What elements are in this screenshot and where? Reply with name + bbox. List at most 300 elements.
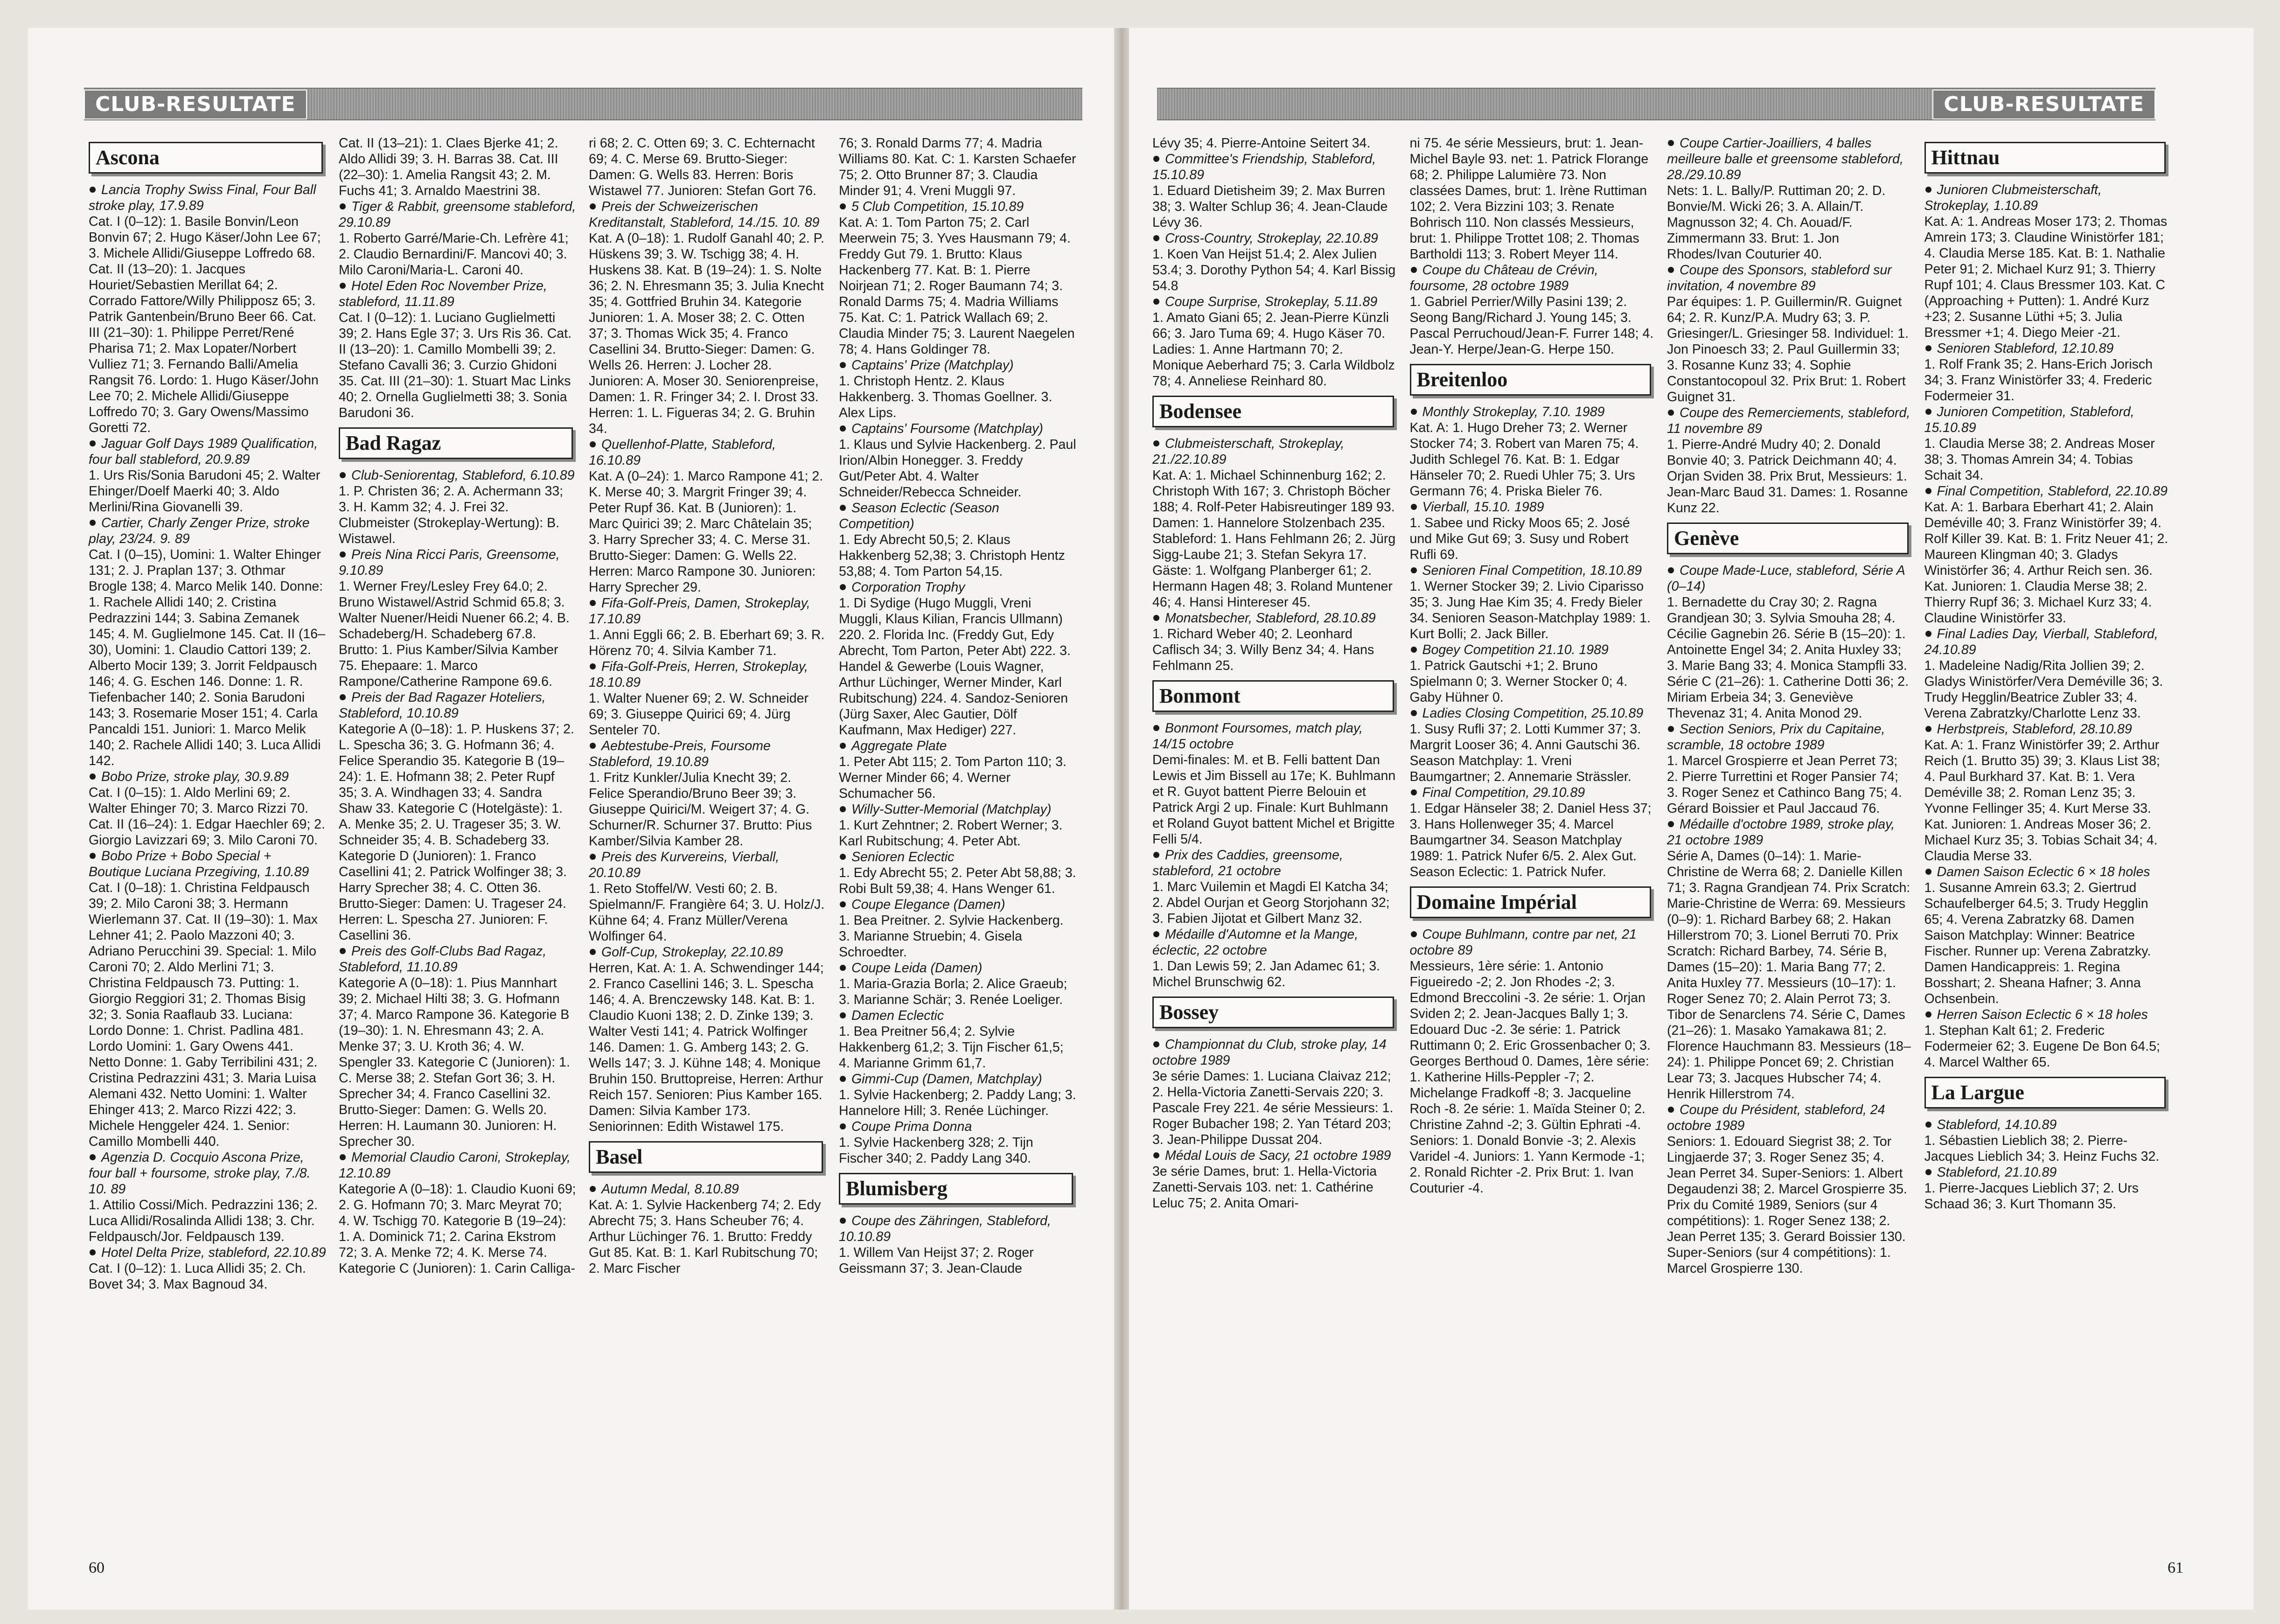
event-heading: [1924, 483, 2170, 499]
results-text: Série A, Dames (0–14): 1. Marie-Christine de Werra 68; 2. Danielle Killen 71; 3. Ragna Grandjean 74. Prix Scratch: Marie-Christine de Werra: 69. Messieurs (0–9): 1. Richard Barbey 68; 2. Hakan Hillerstrom 70; 3. Lionel Berruti 70. Prix Scratch: Richard Barbey, 74. Série B, Dames (15–20): 1. Maria Bang 77; 2. Anita Huxley 77. Messieurs (10–17): 1. Roger Senez 70; 2. Alain Perrot 73; 3. Tibor de Senarclens 74. Série C, Dames (21–26): 1. Masako Yamakawa 81; 2. Florence Hauchmann 83. Messieurs (18–24): 1. Philippe Poncet 69; 2. Christian Lear 73; 3. Jacques Hubscher 74; 4. Henrik Hillerstrom 74.: [1667, 849, 1911, 1101]
event-heading: [839, 1071, 1077, 1087]
bullet-icon: [1925, 488, 1931, 494]
results-text: Cat. I (0–12): 1. Luca Allidi 35; 2. Ch. Bovet 34; 3. Max Bagnoud 34.: [89, 1261, 306, 1292]
club-heading: Ascona: [89, 142, 323, 174]
event-heading: [1410, 642, 1655, 658]
event-title: Coupe Surprise, Strokeplay, 5.11.89: [1165, 294, 1378, 309]
bullet-icon: [1153, 852, 1159, 858]
bullet-icon: [340, 283, 346, 289]
event-heading: [1152, 1037, 1398, 1068]
event-title: Hotel Delta Prize, stableford, 22.10.89: [101, 1245, 326, 1260]
section-header-band: [84, 88, 1082, 120]
results-text: 1. Bea Preitner 56,4; 2. Sylvie Hakkenberg 61,2; 3. Tijn Fischer 61,5; 4. Marianne Grimm 61,7.: [839, 1024, 1064, 1071]
event-heading: [1152, 720, 1398, 752]
event-title: Club-Seniorentag, Stableford, 6.10.89: [351, 468, 575, 483]
event-heading: [339, 1150, 577, 1181]
event-title: Golf-Cup, Strokeplay, 22.10.89: [601, 945, 783, 960]
club-heading: Hittnau: [1924, 142, 2166, 174]
event-heading: [589, 944, 827, 960]
event-heading: [89, 1245, 327, 1261]
bullet-icon: [340, 694, 346, 700]
results-text: 1. Stephan Kalt 61; 2. Frederic Fodermeier 62; 3. Eugene De Bon 64.5; 4. Marcel Walther 65.: [1924, 1023, 2160, 1070]
event-heading: [1410, 262, 1655, 294]
results-text: 1. Madeleine Nadig/Rita Jollien 39; 2. Gladys Winistörfer/Vera Deméville 36; 3. Trudy Hegglin/Beatrice Zubler 33; 4. Verena Zabratzky/Charlotte Lenz 33.: [1924, 658, 2163, 721]
event-title: Coupe des Sponsors, stableford sur invitation, 4 novembre 89: [1667, 263, 1892, 293]
results-text: 1. Kurt Zehntner; 2. Robert Werner; 3. Karl Rubitschung; 4. Peter Abt.: [839, 818, 1063, 849]
text-column: [839, 135, 1077, 1292]
text-column: [1410, 135, 1655, 1276]
event-title: Coupe Made-Luce, stableford, Série A (0–14): [1667, 563, 1905, 594]
event-heading: [1667, 721, 1912, 753]
event-heading: [1410, 563, 1655, 579]
bullet-icon: [1925, 1169, 1931, 1175]
results-text: 1. Marcel Grospierre et Jean Perret 73; 2. Pierre Turrettini et Roger Pansier 74; 3. Roger Senez et Cathinco Bang 75; 4. Gérard Boissier et Paul Jaccaud 76.: [1667, 753, 1902, 816]
bullet-icon: [90, 520, 96, 526]
event-title: Stableford, 21.10.89: [1937, 1165, 2057, 1180]
bullet-icon: [590, 441, 596, 447]
results-text: Kat. A: 1. Sylvie Hackenberg 74; 2. Edy Abrecht 75; 3. Hans Scheuber 76; 4. Arthur Lüchinger 76. 1. Brutto: Freddy Gut 85. Kat. B: 1. Karl Rubitschung 70; 2. Marc Fischer: [589, 1198, 821, 1276]
event-title: Senioren Final Competition, 18.10.89: [1422, 563, 1642, 578]
bullet-icon: [840, 1012, 846, 1018]
bullet-icon: [840, 425, 846, 432]
event-title: Stableford, 14.10.89: [1937, 1117, 2057, 1132]
results-text: Cat. II (13–21): 1. Claes Bjerke 41; 2. Aldo Allidi 39; 3. H. Barras 38. Cat. III (22–30): 1. Amelia Rangsit 43; 2. M. Fuchs 41; 3. Arnaldo Maestrini 38.: [339, 136, 558, 198]
results-text: Cat. I (0–15), Uomini: 1. Walter Ehinger 131; 2. J. Praplan 137; 3. Othmar Brogle 138; 4. Marco Melik 140. Donne: 1. Rachele Allidi 140; 2. Cristina Pedrazzini 144; 3. Sabina Zemanek 145; 4. M. Guglielmone 145. Cat. II (16–30), Uomini: 1. Claudio Cattori 139; 2. Alberto Mocir 139; 3. Jorrit Feldpausch 146; 4. G. Eschen 146. Donne: 1. R. Tiefenbacher 140; 2. Sonia Barudoni 143; 3. Rosemarie Moser 151; 4. Carla Pancaldi 151. Juniori: 1. Marco Melik 140; 2. Rachele Allidi 140; 3. Luca Allidi 142.: [89, 547, 325, 768]
results-text: Nets: 1. L. Bally/P. Ruttiman 20; 2. D. Bonvie/M. Wicki 26; 3. A. Allain/T. Magnusson 32; 4. Ch. Aouad/F. Zimmermann 33. Brut: 1. Jon Rhodes/Ivan Couturier 40.: [1667, 183, 1886, 262]
results-text: 1. Reto Stoffel/W. Vesti 60; 2. B. Spielmann/F. Frangière 64; 3. U. Holz/J. Kühne 64; 4. Franz Müller/Verena Wolfinger 64.: [589, 881, 825, 944]
results-text: 1. Pierre-André Mudry 40; 2. Donald Bonvie 40; 3. Patrick Deichmann 40; 4. Orjan Sviden 38. Prix Brut, Messieurs: 1. Jean-Marc Baud 31. Dames: 1. Rosanne Kunz 22.: [1667, 437, 1908, 516]
results-text: ni 75. 4e série Messieurs, brut: 1. Jean-Michel Bayle 93. net: 1. Patrick Florange 68; 2. Philippe Lalumière 73. Non classées Dames, brut: 1. Irène Ruttiman 102; 2. Vera Bizzini 103; 3. Renate Bohrisch 110. Non classés Messieurs, brut: 1. Philippe Trottet 108; 2. Thomas Bartholdi 113; 3. Robert Meyer 114.: [1409, 136, 1649, 262]
event-heading: [1667, 262, 1912, 294]
results-text: Kat. A (0–24): 1. Marco Rampone 41; 2. K. Merse 40; 3. Margrit Fringer 39; 4. Peter Rupf 36. Kat. B (Junioren): 1. Marc Quirici 39; 2. Marc Châtelain 35; 3. Harry Sprecher 33; 4. C. Merse 31. Brutto-Sieger: Damen: G. Wells 22. Herren: Marco Rampone 30. Junioren: Harry Sprecher 29.: [589, 469, 823, 595]
event-heading: [339, 278, 577, 310]
event-heading: [1152, 927, 1398, 958]
event-title: Herbstpreis, Stableford, 28.10.89: [1937, 722, 2132, 737]
event-title: Fifa-Golf-Preis, Damen, Strokeplay, 17.10.89: [589, 596, 810, 627]
event-title: Coupe Prima Donna: [851, 1119, 972, 1134]
results-text: 1. Amato Giani 65; 2. Jean-Pierre Künzli 66; 3. Jaro Tuma 69; 4. Hugo Käser 70. Ladies: 1. Anne Hartmann 70; 2. Monique Aeberhard 75; 3. Carla Wildbolz 78; 4. Anneliese Reinhard 80.: [1152, 310, 1395, 389]
bullet-icon: [90, 853, 96, 859]
bullet-icon: [1668, 821, 1674, 827]
event-title: Bobo Prize, stroke play, 30.9.89: [101, 769, 289, 784]
event-title: Final Ladies Day, Vierball, Stableford, 24.10.89: [1924, 627, 2158, 657]
bullet-icon: [840, 505, 846, 511]
event-heading: [1667, 135, 1912, 183]
event-heading: [339, 199, 577, 230]
results-text: 1. Peter Abt 115; 2. Tom Parton 110; 3. Werner Minder 66; 4. Werner Schumacher 56.: [839, 754, 1067, 801]
bullet-icon: [840, 965, 846, 971]
event-title: Season Eclectic (Season Competition): [839, 501, 999, 531]
event-heading: [1667, 405, 1912, 437]
bullet-icon: [1411, 931, 1417, 937]
event-title: Damen Saison Eclectic 6 × 18 holes: [1937, 864, 2150, 879]
event-title: Coupe Cartier-Joailliers, 4 balles meilleure balle et greensome stableford, 28./29.10.89: [1667, 136, 1903, 182]
event-title: Médaille d'Automne et la Mange, éclectic, 22 octobre: [1152, 927, 1359, 958]
results-text: 1. Di Sydige (Hugo Muggli, Vreni Muggli, Klaus Kilian, Francis Ullmann) 220. 2. Florida Inc. (Freddy Gut, Edy Abrecht, Tom Parton, Peter Abt) 222. 3. Handel & Gewerbe (Louis Wagner, Arthur Lüchinger, Werner Minder, Karl Rubitschung) 224. 4. Sandoz-Senioren (Jürg Saxer, Alec Gautier, Dölf Kaufmann, Max Hediger) 227.: [839, 596, 1071, 738]
event-title: Captains' Prize (Matchplay): [851, 358, 1014, 373]
event-heading: [89, 436, 327, 467]
results-text: Kat. A (0–18): 1. Rudolf Ganahl 40; 2. P. Hüskens 39; 3. W. Tschigg 38; 4. H. Huskens 38. Kat. B (19–24): 1. S. Nolte 36; 2. N. Ehresmann 35; 3. Julia Knecht 35; 4. Gottfried Bruhin 34. Kategorie Junioren: 1. A. Moser 38; 2. C. Otten 37; 3. Thomas Wick 35; 4. Franco Casellini 34. Brutto-Sieger: Damen: G. Wells 26. Herren: J. Locher 28. Junioren: A. Moser 30. Seniorenpreise, Damen: 1. R. Fringer 34; 2. I. Drost 33. Herren: 1. L. Figueras 34; 2. G. Bruhin 34.: [589, 231, 824, 436]
event-title: Aggregate Plate: [851, 739, 947, 753]
club-heading: Bonmont: [1152, 680, 1394, 712]
text-column: [1924, 135, 2170, 1276]
bullet-icon: [1925, 631, 1931, 637]
results-text: 3e série Dames: 1. Luciana Claivaz 212; 2. Hella-Victoria Zanetti-Servais 220; 3. Pascale Frey 221. 4e série Messieurs: 1. Roger Bubacher 198; 2. Yan Tétard 203; 3. Jean-Philippe Dussat 204.: [1152, 1069, 1394, 1147]
event-heading: [839, 738, 1077, 754]
results-text: 1. Sylvie Hackenberg; 2. Paddy Lang; 3. Hannelore Hill; 3. Renée Lüchinger.: [839, 1087, 1076, 1118]
section-header-band: [1157, 88, 2155, 120]
results-text: 1. Werner Frey/Lesley Frey 64.0; 2. Bruno Wistawel/Astrid Schmid 65.8; 3. Walter Nuener/Heidi Nuener 66.2; 4. B. Schadeberg/H. Schadeberg 67.8. Brutto: 1. Pius Kamber/Silvia Kamber 75. Ehepaare: 1. Marco Rampone/Catherine Rampone 69.6.: [339, 579, 570, 689]
event-title: Preis der Schweizerischen Kreditanstalt, Stableford, 14./15. 10. 89: [589, 199, 820, 230]
event-heading: [1152, 294, 1398, 310]
left-page: [28, 28, 1115, 1610]
event-title: Final Competition, 29.10.89: [1422, 785, 1585, 800]
bullet-icon: [590, 600, 596, 606]
results-text: 1. Klaus und Sylvie Hackenberg. 2. Paul Irion/Albin Honegger. 3. Freddy Gut/Peter Abt. 4. Walter Schneider/Rebecca Schneider.: [839, 437, 1076, 500]
bullet-icon: [340, 203, 346, 209]
event-heading: [1924, 1007, 2170, 1023]
event-title: Clubmeisterschaft, Strokeplay, 21./22.10.89: [1152, 436, 1345, 467]
event-heading: [589, 437, 827, 468]
event-heading: [839, 199, 1077, 215]
event-title: Bobo Prize + Bobo Special + Boutique Luciana Przegiving, 1.10.89: [89, 849, 309, 879]
bullet-icon: [1925, 869, 1931, 875]
event-title: Section Seniors, Prix du Capitaine, scramble, 18 octobre 1989: [1667, 722, 1885, 753]
club-heading: Bodensee: [1152, 396, 1394, 427]
results-text: 1. Gabriel Perrier/Willy Pasini 139; 2. Seong Bang/Richard J. Young 145; 3. Pascal Perruchoud/Jean-F. Furrer 148; 4. Jean-Y. Herpe/Jean-G. Herpe 150.: [1409, 294, 1654, 357]
event-heading: [839, 357, 1077, 373]
results-text: 1. Roberto Garré/Marie-Ch. Lefrère 41; 2. Claudio Bernardini/F. Mancovi 40; 3. Milo Caroni/Maria-L. Caroni 40.: [339, 231, 569, 278]
results-text: 1. Dan Lewis 59; 2. Jan Adamec 61; 3. Michel Brunschwig 62.: [1152, 959, 1380, 990]
bullet-icon: [1411, 647, 1417, 653]
bullet-icon: [840, 854, 846, 860]
results-text: 1. Werner Stocker 39; 2. Livio Ciparisso 35; 3. Jung Hae Kim 35; 4. Fredy Bieler 34. Senioren Season-Matchplay 1989: 1. Kurt Bolli; 2. Jack Biller.: [1409, 579, 1651, 641]
bullet-icon: [1668, 410, 1674, 416]
club-heading: Breitenloo: [1410, 364, 1652, 396]
event-title: Preis des Kurvereins, Vierball, 20.10.89: [589, 850, 780, 880]
results-text: 1. Sylvie Hackenberg 328; 2. Tijn Fischer 340; 2. Paddy Lang 340.: [839, 1135, 1033, 1166]
event-title: Cartier, Charly Zenger Prize, stroke play, 23/24. 9. 89: [89, 516, 310, 546]
bullet-icon: [340, 551, 346, 558]
event-title: Herren Saison Eclectic 6 × 18 holes: [1937, 1007, 2148, 1022]
bullet-icon: [1925, 345, 1931, 351]
event-heading: [1924, 404, 2170, 436]
event-heading: [839, 579, 1077, 595]
text-column: [339, 135, 577, 1292]
event-heading: [1924, 626, 2170, 658]
event-title: Ladies Closing Competition, 25.10.89: [1422, 706, 1644, 721]
event-title: Autumn Medal, 8.10.89: [601, 1182, 739, 1197]
results-text: Lévy 35; 4. Pierre-Antoine Seitert 34.: [1152, 136, 1371, 151]
bullet-icon: [840, 1123, 846, 1129]
event-heading: [589, 1181, 827, 1197]
results-text: 1. Claudia Merse 38; 2. Andreas Moser 38; 3. Thomas Amrein 34; 4. Tobias Schait 34.: [1924, 436, 2155, 483]
bullet-icon: [90, 1154, 96, 1160]
event-title: Bogey Competition 21.10. 1989: [1422, 642, 1609, 657]
bullet-icon: [1153, 156, 1159, 162]
results-text: Kat. A: 1. Hugo Dreher 73; 2. Werner Stocker 74; 3. Robert van Maren 75; 4. Judith Schlegel 76. Kat. B: 1. Edgar Hänseler 70; 2. Ruedi Uhler 75; 3. Urs Germann 76; 4. Priska Bieler 76.: [1409, 420, 1639, 499]
page-number: 60: [89, 1559, 105, 1576]
bullet-icon: [1925, 1122, 1931, 1128]
results-text: 1. Susy Rufli 37; 2. Lotti Kummer 37; 3. Margrit Looser 36; 4. Anni Gautschi 36. Season Matchplay: 1. Vreni Baumgartner; 2. Annemarie Strässler.: [1409, 722, 1641, 784]
event-heading: [1924, 1164, 2170, 1180]
event-title: Junioren Clubmeisterschaft, Strokeplay, 1.10.89: [1924, 182, 2102, 213]
results-text: 1. Anni Eggli 66; 2. B. Eberhart 69; 3. R. Hörenz 70; 4. Silvia Kamber 71.: [589, 627, 825, 658]
event-heading: [339, 467, 577, 483]
results-text: 1. Eduard Dietisheim 39; 2. Max Burren 38; 3. Walter Schlup 36; 4. Jean-Claude Lévy 36.: [1152, 183, 1388, 230]
event-title: Quellenhof-Platte, Stableford, 16.10.89: [589, 437, 776, 468]
text-column: [589, 135, 827, 1292]
event-heading: [839, 849, 1077, 865]
results-text: Kat. A: 1. Tom Parton 75; 2. Carl Meerwein 75; 3. Yves Hausmann 79; 4. Freddy Gut 79. 1. Brutto: Klaus Hackenberg 77. Kat. B: 1. Pierre Noirjean 71; 2. Roger Baumann 74; 3. Ronald Darms 75; 4. Madria Williams 75. Kat. C: 1. Patrick Wallach 69; 2. Claudia Minder 75; 3. Laurent Naegelen 78; 4. Hans Goldinger 78.: [839, 215, 1075, 357]
event-heading: [1924, 721, 2170, 737]
event-heading: [1667, 816, 1912, 848]
event-title: Damen Eclectic: [851, 1008, 944, 1023]
results-text: 1. Maria-Grazia Borla; 2. Alice Graeub; 3. Marianne Schär; 3. Renée Loeliger.: [839, 976, 1067, 1007]
event-heading: [839, 960, 1077, 976]
bullet-icon: [1668, 1107, 1674, 1113]
event-title: Fifa-Golf-Preis, Herren, Strokeplay, 18.10.89: [589, 659, 808, 690]
results-text: Kat. A: 1. Michael Schinnenburg 162; 2. Christoph With 167; 3. Christoph Böcher 188; 4. Rolf-Peter Habisreutinger 189 93. Damen: 1. Hannelore Stolzenbach 235. Stableford: 1. Hans Fehlmann 26; 2. Jürg Sigg-Laube 21; 3. Stefan Sekyra 17. Gäste: 1. Wolfgang Planberger 61; 2. Hermann Hagen 48; 3. Roland Muntener 46; 4. Hansi Hintereser 45.: [1152, 468, 1396, 610]
event-title: Preis der Bad Ragazer Hoteliers, Stableford, 10.10.89: [339, 690, 546, 721]
event-heading: [1152, 1148, 1398, 1164]
bullet-icon: [1411, 504, 1417, 510]
bullet-icon: [590, 663, 596, 669]
results-text: Herren, Kat. A: 1. A. Schwendinger 144; 2. Franco Casellini 146; 3. L. Spescha 146; 4. A. Brenczewsky 148. Kat. B: 1. Claudio Kuoni 138; 2. D. Zinke 139; 3. Walter Vesti 141; 4. Patrick Wolfinger 146. Damen: 1. G. Amberg 143; 2. G. Wells 147; 3. J. Kühne 148; 4. Monique Bruhin 150. Bruttopreise, Herren: Arthur Reich 157. Senioren: Pius Kamber 165. Damen: Silvia Kamber 173. Seniorinnen: Edith Wistawel 175.: [589, 961, 824, 1134]
bullet-icon: [840, 901, 846, 907]
club-heading: Bad Ragaz: [339, 427, 573, 459]
bullet-icon: [1153, 1041, 1159, 1047]
results-text: 3e série Dames, brut: 1. Hella-Victoria Zanetti-Servais 103. net: 1. Cathérine Leluc 75; 2. Anita Omari-: [1152, 1164, 1377, 1211]
text-column: [89, 135, 327, 1292]
bullet-icon: [1411, 567, 1417, 573]
event-title: Médaille d'octobre 1989, stroke play, 21 octobre 1989: [1667, 817, 1895, 848]
results-text: 1. Walter Nuener 69; 2. W. Schneider 69; 3. Giuseppe Quirici 69; 4. Jürg Senteler 70.: [589, 691, 809, 738]
event-title: Agenzia D. Cocquio Ascona Prize, four ball + foursome, stroke play, 7./8. 10. 89: [89, 1150, 311, 1197]
event-title: Tiger & Rabbit, greensome stableford, 29.10.89: [339, 199, 576, 230]
event-title: Coupe du Président, stableford, 24 octobre 1989: [1667, 1102, 1885, 1133]
bullet-icon: [1411, 409, 1417, 415]
results-text: 1. Sabee und Ricky Moos 65; 2. José und Mike Gut 69; 3. Susy und Robert Rufli 69.: [1409, 516, 1630, 562]
club-heading: Genève: [1667, 523, 1909, 554]
bullet-icon: [590, 1186, 596, 1192]
bullet-icon: [1668, 567, 1674, 573]
bullet-icon: [1411, 710, 1417, 716]
event-title: Preis des Golf-Clubs Bad Ragaz, Stableford, 11.10.89: [339, 944, 547, 975]
results-text: 1. Attilio Cossi/Mich. Pedrazzini 136; 2. Luca Allidi/Rosalinda Allidi 138; 3. Chr. Feldpausch/Jor. Feldpausch 139.: [89, 1198, 318, 1244]
event-title: Monatsbecher, Stableford, 28.10.89: [1165, 611, 1376, 626]
event-heading: [1410, 705, 1655, 721]
event-title: Vierball, 15.10. 1989: [1422, 500, 1544, 515]
results-text: Kategorie A (0–18): 1. Claudio Kuoni 69; 2. G. Hofmann 70; 3. Marc Meyrat 70; 4. W. Tschigg 70. Kategorie B (19–24): 1. A. Dominick 71; 2. Carina Ekstrom 72; 3. A. Menke 72; 4. K. Merse 74. Kategorie C (Junioren): 1. Carin Calliga-: [339, 1182, 576, 1276]
event-heading: [1924, 864, 2170, 880]
event-heading: [1410, 404, 1655, 420]
club-heading: Blumisberg: [839, 1173, 1073, 1205]
results-text: 1. Willem Van Heijst 37; 2. Roger Geissmann 37; 3. Jean-Claude: [839, 1245, 1034, 1276]
event-heading: [1924, 341, 2170, 356]
event-heading: [1410, 499, 1655, 515]
bullet-icon: [840, 584, 846, 590]
right-page: [1129, 28, 2253, 1610]
bullet-icon: [1153, 1152, 1159, 1158]
results-text: 1. Urs Ris/Sonia Barudoni 45; 2. Walter Ehinger/Doelf Maerki 40; 3. Aldo Merlini/Rina Giovanelli 39.: [89, 468, 321, 515]
event-heading: [89, 848, 327, 880]
event-title: Gimmi-Cup (Damen, Matchplay): [851, 1072, 1042, 1087]
event-title: Senioren Stableford, 12.10.89: [1937, 341, 2114, 356]
event-title: Bonmont Foursomes, match play, 14/15 octobre: [1152, 721, 1363, 752]
bullet-icon: [840, 1076, 846, 1082]
bullet-icon: [590, 743, 596, 749]
event-title: Coupe Leida (Damen): [851, 961, 983, 976]
event-title: Hotel Eden Roc November Prize, stableford, 11.11.89: [339, 279, 547, 309]
event-title: Corporation Trophy: [851, 580, 965, 595]
text-column: [1152, 135, 1398, 1276]
event-heading: [1152, 230, 1398, 246]
event-heading: [839, 421, 1077, 437]
page-number: 61: [2168, 1559, 2183, 1576]
event-heading: [839, 802, 1077, 817]
results-text: Kategorie A (0–18): 1. P. Huskens 37; 2. L. Spescha 36; 3. G. Hofmann 36; 4. Felice Sperandio 35. Kategorie B (19–24): 1. E. Hofmann 38; 2. Peter Rupf 35; 3. A. Windhagen 33; 4. Sandra Shaw 33. Kategorie C (Hotelgäste): 1. A. Menke 35; 2. U. Trageser 35; 3. W. Schneider 35; 4. B. Schadeberg 33. Kategorie D (Junioren): 1. Franco Casellini 41; 2. Patrick Wolfinger 38; 3. Harry Sprecher 38; 4. C. Otten 36. Brutto-Sieger: Damen: U. Trageser 24. Herren: L. Spescha 27. Junioren: F. Casellini 36.: [339, 722, 574, 943]
event-title: Coupe du Château de Crévin, foursome, 28 octobre 1989: [1409, 263, 1598, 293]
event-title: Senioren Eclectic: [851, 850, 955, 864]
event-heading: [89, 515, 327, 547]
results-text: 1. Bea Preitner. 2. Sylvie Hackenberg. 3. Marianne Struebin; 4. Gisela Schroedter.: [839, 913, 1064, 960]
event-title: Preis Nina Ricci Paris, Greensome, 9.10.89: [339, 547, 560, 578]
results-text: 1. Susanne Amrein 63.3; 2. Giertrud Schaufelberger 64.5; 3. Trudy Hegglin 65; 4. Verena Zabratzky 68. Damen Saison Matchplay: Winner: Beatrice Fischer. Runner up: Verena Zabratzky. Damen Handicappreis: 1. Regina Bosshart; 2. Sheana Hafner; 3. Anna Ochsenbein.: [1924, 880, 2151, 1006]
results-text: 1. Rolf Frank 35; 2. Hans-Erich Jorisch 34; 3. Franz Winistörfer 33; 4. Frederic Fodermeier 31.: [1924, 357, 2153, 404]
results-text: 76; 3. Ronald Darms 77; 4. Madria Williams 80. Kat. C: 1. Karsten Schaefer 75; 2. Otto Brunner 87; 3. Claudia Minder 91; 4. Vreni Muggli 97.: [839, 136, 1076, 198]
bullet-icon: [840, 806, 846, 812]
bullet-icon: [840, 203, 846, 209]
bullet-icon: [90, 1249, 96, 1255]
bullet-icon: [1153, 615, 1159, 621]
event-title: Coupe Elegance (Damen): [851, 897, 1005, 912]
bullet-icon: [1668, 726, 1674, 732]
event-title: Jaguar Golf Days 1989 Qualification, four ball stableford, 20.9.89: [89, 436, 318, 467]
results-text: 1. Koen Van Heijst 51.4; 2. Alex Julien 53.4; 3. Dorothy Python 54; 4. Karl Bissig 54.8: [1152, 247, 1396, 293]
bullet-icon: [340, 1154, 346, 1160]
bullet-icon: [1411, 789, 1417, 795]
event-heading: [839, 1119, 1077, 1135]
results-text: Cat. I (0–15): 1. Aldo Merlini 69; 2. Walter Ehinger 70; 3. Marco Rizzi 70. Cat. II (16–24): 1. Edgar Haechler 69; 2. Giorgio Lavizzari 69; 3. Milo Caroni 70.: [89, 785, 325, 848]
results-text: Par équipes: 1. P. Guillermin/R. Guignet 64; 2. R. Kunz/P.A. Mudry 63; 3. P. Griesinger/L. Griesinger 58. Individuel: 1. Jon Pinoesch 33; 2. Paul Guillermin 33; 3. Rosanne Kunz 33; 4. Sophie Constantocopoul 32. Prix Brut: 1. Robert Guignet 31.: [1667, 294, 1909, 404]
bullet-icon: [1153, 725, 1159, 731]
event-heading: [589, 738, 827, 770]
event-heading: [1667, 563, 1912, 594]
bullet-icon: [1925, 726, 1931, 732]
bullet-icon: [90, 440, 96, 446]
results-text: Messieurs, 1ère série: 1. Antonio Figueiredo -2; 2. Jon Rhodes -2; 3. Edmond Breccolini -3. 2e série: 1. Orjan Sviden 2; 2. Jean-Jacques Bally 1; 3. Edouard Duc -2. 3e série: 1. Patrick Ruttimann 0; 2. Eric Grossenbacher 0; 3. Georges Berthoud 0. Dames, 1ère série: 1. Katherine Hills-Peppler -7; 2. Michelange Fradkoff -8; 3. Jacqueline Roch -8. 2e série: 1. Maïda Steiner 0; 2. Christine Zahnd -2; 3. Gültin Ephrati -4. Seniors: 1. Donald Bonvie -3; 2. Alexis Varidel -4. Juniors: 1. Yann Kermode -1; 2. Ronald Richter -2. Prix Brut: 1. Ivan Couturier -4.: [1409, 959, 1651, 1196]
event-title: Coupe des Zähringen, Stableford, 10.10.89: [839, 1213, 1051, 1244]
results-text: 1. Sébastien Lieblich 38; 2. Pierre-Jacques Lieblich 34; 3. Heinz Fuchs 32.: [1924, 1133, 2160, 1164]
event-title: Willy-Sutter-Memorial (Matchplay): [851, 802, 1052, 817]
bullet-icon: [1668, 267, 1674, 273]
results-text: 1. P. Christen 36; 2. A. Achermann 33; 3. H. Kamm 32; 4. J. Frei 32. Clubmeister (Strokeplay-Wertung): B. Wistawel.: [339, 484, 564, 546]
event-title: Cross-Country, Strokeplay, 22.10.89: [1165, 231, 1378, 246]
club-heading: Bossey: [1152, 997, 1394, 1028]
results-text: Cat. I (0–12): 1. Basile Bonvin/Leon Bonvin 67; 2. Hugo Käser/John Lee 67; 3. Michele Allidi/Giuseppe Loffredo 68. Cat. II (13–20): 1. Jacques Houriet/Sebastien Merillat 64; 2. Corrado Fattore/Willy Philipposz 65; 3. Patrik Gantenbein/Bruno Beer 66. Cat. III (21–30): 1. Philippe Perret/René Pharisa 71; 2. Max Lopater/Norbert Vulliez 71; 3. Fernando Balli/Amelia Rangsit 76. Lordo: 1. Hugo Käser/John Lee 70; 2. Michele Allidi/Giuseppe Loffredo 70; 3. Gary Owens/Massimo Goretti 72.: [89, 214, 321, 435]
bullet-icon: [840, 743, 846, 749]
event-title: 5 Club Competition, 15.10.89: [851, 199, 1024, 214]
event-heading: [589, 199, 827, 230]
bullet-icon: [840, 1218, 846, 1224]
event-heading: [89, 769, 327, 785]
event-heading: [339, 943, 577, 975]
bullet-icon: [590, 854, 596, 860]
event-title: Prix des Caddies, greensome, stableford, 21 octobre: [1152, 848, 1343, 878]
event-title: Aebtestube-Preis, Foursome Stableford, 19.10.89: [589, 739, 771, 769]
results-text: 1. Bernadette du Cray 30; 2. Ragna Grandjean 30; 3. Sylvia Smouha 28; 4. Cécilie Gagnebin 26. Série B (15–20): 1. Antoinette Engel 34; 2. Anita Huxley 33; 3. Marie Bang 33; 4. Monica Stampfli 33. Série C (21–26): 1. Catherine Dotti 36; 2. Miriam Erbeia 34; 3. Geneviève Thevenaz 31; 4. Anita Monod 29.: [1667, 595, 1909, 721]
results-text: Cat. I (0–18): 1. Christina Feldpausch 39; 2. Milo Caroni 38; 3. Hermann Wierlemann 37. Cat. II (19–30): 1. Max Lehner 41; 2. Paolo Mazzoni 40; 3. Adriano Perucchini 39. Special: 1. Milo Caroni 70; 2. Aldo Merlini 71; 3. Christina Feldpausch 73. Putting: 1. Giorgio Reggiori 31; 2. Thomas Bisig 32; 3. Sonia Raaflaub 33. Luciana: Lordo Donne: 1. Christ. Padlina 481. Lordo Uomini: 1. Gary Owens 441. Netto Donne: 1. Gaby Terribilini 431; 2. Cristina Pedrazzini 431; 3. Maria Luisa Alemani 432. Netto Uomini: 1. Walter Ehinger 413; 2. Marco Rizzi 422; 3. Michele Henggeler 424. 1. Senior: Camillo Mombelli 440.: [89, 880, 318, 1149]
event-title: Lancia Trophy Swiss Final, Four Ball stroke play, 17.9.89: [89, 182, 316, 213]
event-heading: [89, 1150, 327, 1197]
bullet-icon: [1153, 299, 1159, 305]
event-heading: [1410, 785, 1655, 801]
event-heading: [1152, 151, 1398, 183]
bullet-icon: [1925, 409, 1931, 415]
event-heading: [339, 690, 577, 721]
event-title: Captains' Foursome (Matchplay): [851, 421, 1043, 436]
bullet-icon: [1153, 235, 1159, 241]
results-text: ri 68; 2. C. Otten 69; 3. C. Echternacht 69; 4. C. Merse 69. Brutto-Sieger: Damen: G. Wells 83. Herren: Boris Wistawel 77. Junioren: Stefan Gort 76.: [589, 136, 816, 198]
event-heading: [1410, 927, 1655, 958]
event-title: Coupe des Remerciements, stableford, 11 novembre 89: [1667, 405, 1910, 436]
bullet-icon: [1411, 267, 1417, 273]
event-heading: [589, 849, 827, 881]
results-text: 1. Patrick Gautschi +1; 2. Bruno Spielmann 0; 3. Werner Stocker 0; 4. Gaby Hühner 0.: [1409, 658, 1628, 705]
bullet-icon: [340, 948, 346, 954]
event-heading: [839, 1213, 1077, 1245]
event-title: Médal Louis de Sacy, 21 octobre 1989: [1165, 1148, 1391, 1163]
bullet-icon: [340, 472, 346, 478]
event-heading: [839, 500, 1077, 532]
event-heading: [839, 897, 1077, 913]
event-title: Coupe Buhlmann, contre par net, 21 octobre 89: [1409, 927, 1637, 958]
event-title: Monthly Strokeplay, 7.10. 1989: [1422, 404, 1605, 419]
results-text: Kat. A: 1. Andreas Moser 173; 2. Thomas Amrein 173; 3. Claudine Winistörfer 181; 4. Claudia Merse 185. Kat. B: 1. Nathalie Peter 91; 2. Michael Kurz 91; 3. Thierry Rupf 101; 4. Claus Bressmer 103. Kat. C (Approaching + Putten): 1. André Kurz +23; 2. Susanne Lüthi +5; 3. Julia Bressmer +1; 4. Diego Meier -21.: [1924, 214, 2168, 340]
club-heading: La Largue: [1924, 1077, 2166, 1108]
results-text: Cat. I (0–12): 1. Luciano Guglielmetti 39; 2. Hans Egle 37; 3. Urs Ris 36. Cat. II (13–20): 1. Camillo Mombelli 39; 2. Stefano Cavalli 36; 3. Curzio Ghidoni 35. Cat. III (21–30): 1. Stuart Mac Links 40; 2. Ornella Guglielmetti 38; 3. Sonia Barudoni 36.: [339, 310, 572, 420]
event-heading: [1152, 610, 1398, 626]
event-heading: [1667, 1102, 1912, 1134]
event-heading: [1924, 1117, 2170, 1133]
bullet-icon: [1153, 440, 1159, 446]
event-heading: [89, 182, 327, 214]
bullet-icon: [1925, 1011, 1931, 1018]
event-heading: [339, 547, 577, 579]
bullet-icon: [90, 187, 96, 193]
left-columns: [89, 135, 1092, 1292]
event-heading: [589, 659, 827, 690]
results-text: Seniors: 1. Edouard Siegrist 38; 2. Tor Lingjaerde 37; 3. Roger Senez 35; 4. Jean Perret 34. Super-Seniors: 1. Albert Degaudenzi 38; 2. Marcel Grospierre 35. Prix du Comité 1989, Seniors (sur 4 compétitions): 1. Roger Senez 138; 2. Jean Perret 135; 3. Gerard Boissier 130. Super-Seniors (sur 4 compétitions): 1. Marcel Grospierre 130.: [1667, 1134, 1907, 1276]
bullet-icon: [1668, 140, 1674, 146]
event-heading: [1924, 182, 2170, 214]
event-title: Memorial Claudio Caroni, Strokeplay, 12.10.89: [339, 1150, 571, 1181]
event-heading: [1152, 436, 1398, 467]
bullet-icon: [1153, 931, 1159, 937]
bullet-icon: [590, 949, 596, 955]
page-gutter: [1114, 28, 1130, 1610]
results-text: Kategorie A (0–18): 1. Pius Mannhart 39; 2. Michael Hilti 38; 3. G. Hofmann 37; 4. Marco Rampone 36. Kategorie B (19–30): 1. N. Ehresmann 43; 2. A. Menke 37; 3. U. Kroth 36; 4. W. Spengler 33. Kategorie C (Junioren): 1. C. Merse 38; 2. Stefan Gort 36; 3. H. Sprecher 34; 4. Franco Casellini 32. Brutto-Sieger: Damen: G. Wells 20. Herren: H. Laumann 30. Junioren: H. Sprecher 30.: [339, 976, 570, 1149]
section-header-title: CLUB-RESULTATE: [84, 90, 307, 119]
event-title: Committee's Friendship, Stableford, 15.10.89: [1152, 152, 1376, 182]
club-heading: Domaine Impérial: [1410, 886, 1652, 918]
results-text: 1. Edy Abrecht 50,5; 2. Klaus Hakkenberg 52,38; 3. Christoph Hentz 53,88; 4. Tom Parton 54,15.: [839, 532, 1065, 579]
club-heading: Basel: [589, 1141, 823, 1173]
right-columns: [1152, 135, 2169, 1276]
results-text: 1. Edy Abrecht 55; 2. Peter Abt 58,88; 3. Robi Bult 59,38; 4. Hans Wenger 61.: [839, 865, 1076, 896]
event-title: Championnat du Club, stroke play, 14 octobre 1989: [1152, 1037, 1387, 1068]
